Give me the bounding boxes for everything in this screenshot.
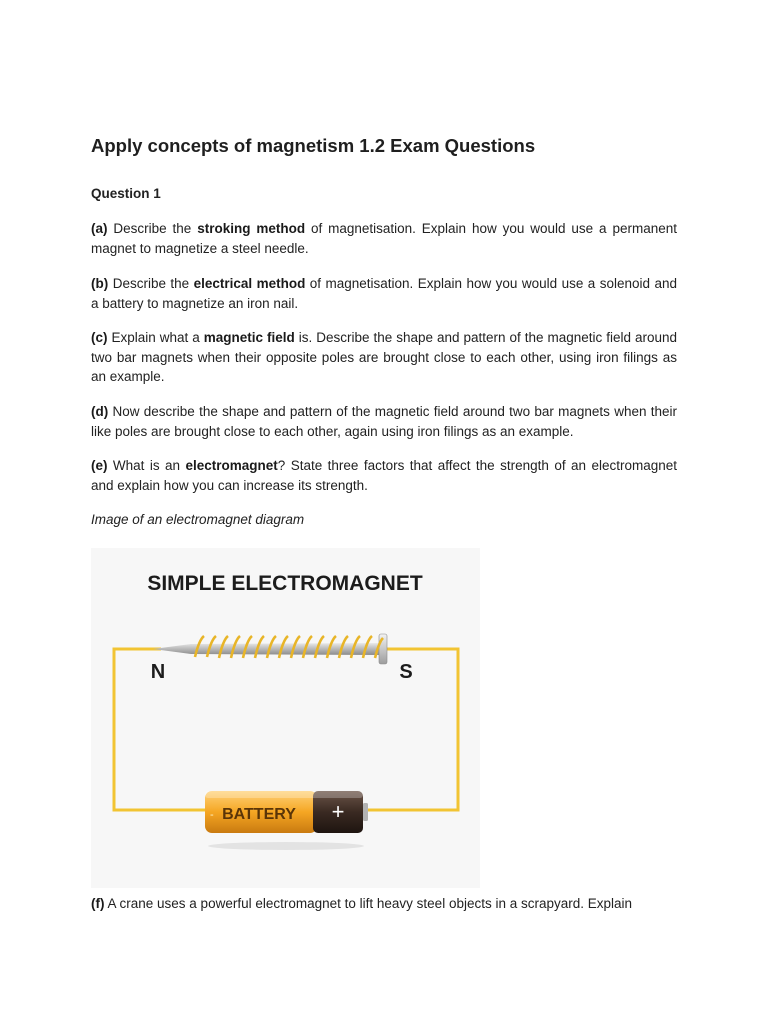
battery-minus-sign: - <box>210 809 214 821</box>
question-part-d <box>91 402 677 441</box>
part-label: (d) <box>91 404 109 419</box>
question-part-e <box>91 456 677 495</box>
part-keyword: magnetic field <box>203 330 295 345</box>
part-keyword: electrical method <box>193 276 306 291</box>
question-part-f <box>91 894 677 914</box>
battery-plus-sign: + <box>331 799 345 824</box>
question-part-b <box>91 274 677 313</box>
part-text-post: ? State three factors that affect the strength of an electromagnet and explain how you can increase its strength. <box>91 458 678 493</box>
page-title: Apply concepts of magnetism 1.2 Exam Questions <box>91 135 536 156</box>
part-text: Now describe the shape and pattern of the magnetic field around two bar magnets when their like poles are brought close to each other, again using iron filings as an example. <box>91 404 677 439</box>
part-text-pre: Describe the <box>107 221 198 236</box>
question-part-a <box>91 219 677 258</box>
part-label: (e) <box>91 458 108 473</box>
battery-shadow <box>208 842 364 850</box>
part-text-pre: Explain what a <box>107 330 204 345</box>
battery-label: BATTERY <box>222 806 296 823</box>
question-heading: Question 1 <box>91 186 161 201</box>
part-text-pre: Describe the <box>108 276 194 291</box>
electromagnet-diagram <box>91 548 480 888</box>
electromagnet-svg <box>91 548 480 888</box>
figure-caption: Image of an electromagnet diagram <box>91 512 305 527</box>
north-pole-label: N <box>150 661 166 683</box>
part-label: (a) <box>91 221 108 236</box>
part-label: (f) <box>91 896 105 911</box>
diagram-heading: SIMPLE ELECTROMAGNET <box>147 572 423 595</box>
part-text: A crane uses a powerful electromagnet to lift heavy steel objects in a scrapyard. Explain <box>104 896 633 911</box>
part-label: (b) <box>91 276 109 291</box>
question-part-c <box>91 328 677 387</box>
battery <box>205 791 368 833</box>
part-text-pre: What is an <box>107 458 186 473</box>
part-text-post: of magnetisation. Explain how you would use a permanent magnet to magnetize a steel needle. <box>91 221 677 256</box>
part-keyword: stroking method <box>197 221 306 236</box>
part-text-post: of magnetisation. Explain how you would use a solenoid and a battery to magnetize an iron nail. <box>91 276 677 311</box>
part-text-post: is. Describe the shape and pattern of the magnetic field around two bar magnets when their opposite poles are brought close to each other, using iron filings as an example. <box>91 330 677 384</box>
south-pole-label: S <box>399 661 413 683</box>
part-label: (c) <box>91 330 108 345</box>
part-keyword: electromagnet <box>185 458 278 473</box>
